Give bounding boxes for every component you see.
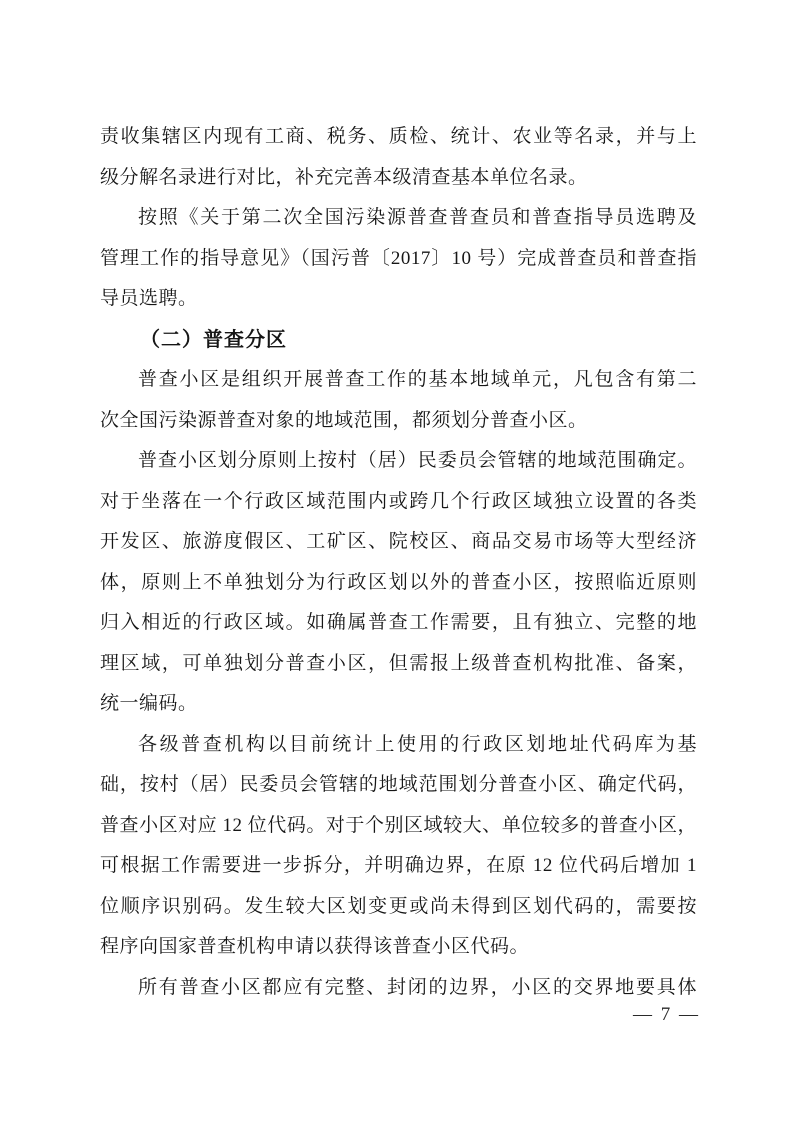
text-line: 普查小区是组织开展普查工作的基本地域单元，凡包含有第二 <box>138 369 697 390</box>
text-line: 体，原则上不单独划分为行政区划以外的普查小区，按照临近原则 <box>100 571 697 593</box>
text-line: 开发区、旅游度假区、工矿区、院校区、商品交易市场等大型经济 <box>100 531 697 552</box>
text-line: 导员选聘。 <box>100 288 198 309</box>
section-heading: （二）普查分区 <box>140 328 287 351</box>
text-line: 对于坐落在一个行政区域范围内或跨几个行政区域独立设置的各类 <box>100 490 697 512</box>
text-line: 所有普查小区都应有完整、封闭的边界，小区的交界地要具体 <box>138 976 697 998</box>
page-number: — 7 — <box>633 1004 700 1025</box>
text-line: 按照《关于第二次全国污染源普查普查员和普查指导员选聘及 <box>138 207 697 228</box>
document-body <box>100 117 697 1008</box>
text-line: 理区域，可单独划分普查小区，但需报上级普查机构批准、备案， <box>100 652 697 674</box>
text-line: 统一编码。 <box>100 693 198 714</box>
text-line: 程序向国家普查机构申请以获得该普查小区代码。 <box>100 936 530 957</box>
text-line: 责收集辖区内现有工商、税务、质检、统计、农业等名录，并与上 <box>100 126 697 147</box>
text-line: 归入相近的行政区域。如确属普查工作需要，且有独立、完整的地 <box>100 612 697 633</box>
text-line: 管理工作的指导意见》（国污普〔2017〕10 号）完成普查员和普查指 <box>100 247 697 269</box>
text-line: 普查小区对应 12 位代码。对于个别区域较大、单位较多的普查小区， <box>100 814 697 836</box>
text-line: 级分解名录进行对比，补充完善本级清查基本单位名录。 <box>100 166 588 188</box>
text-line: 普查小区划分原则上按村（居）民委员会管辖的地域范围确定。 <box>138 450 697 471</box>
text-line: 位顺序识别码。发生较大区划变更或尚未得到区划代码的，需要按 <box>100 895 697 917</box>
text-line: 次全国污染源普查对象的地域范围，都须划分普查小区。 <box>100 409 588 431</box>
text-line: 础，按村（居）民委员会管辖的地域范围划分普查小区、确定代码， <box>100 774 697 795</box>
text-line: 各级普查机构以目前统计上使用的行政区划地址代码库为基 <box>138 733 697 755</box>
text-line: 可根据工作需要进一步拆分，并明确边界，在原 12 位代码后增加 1 <box>100 855 697 876</box>
